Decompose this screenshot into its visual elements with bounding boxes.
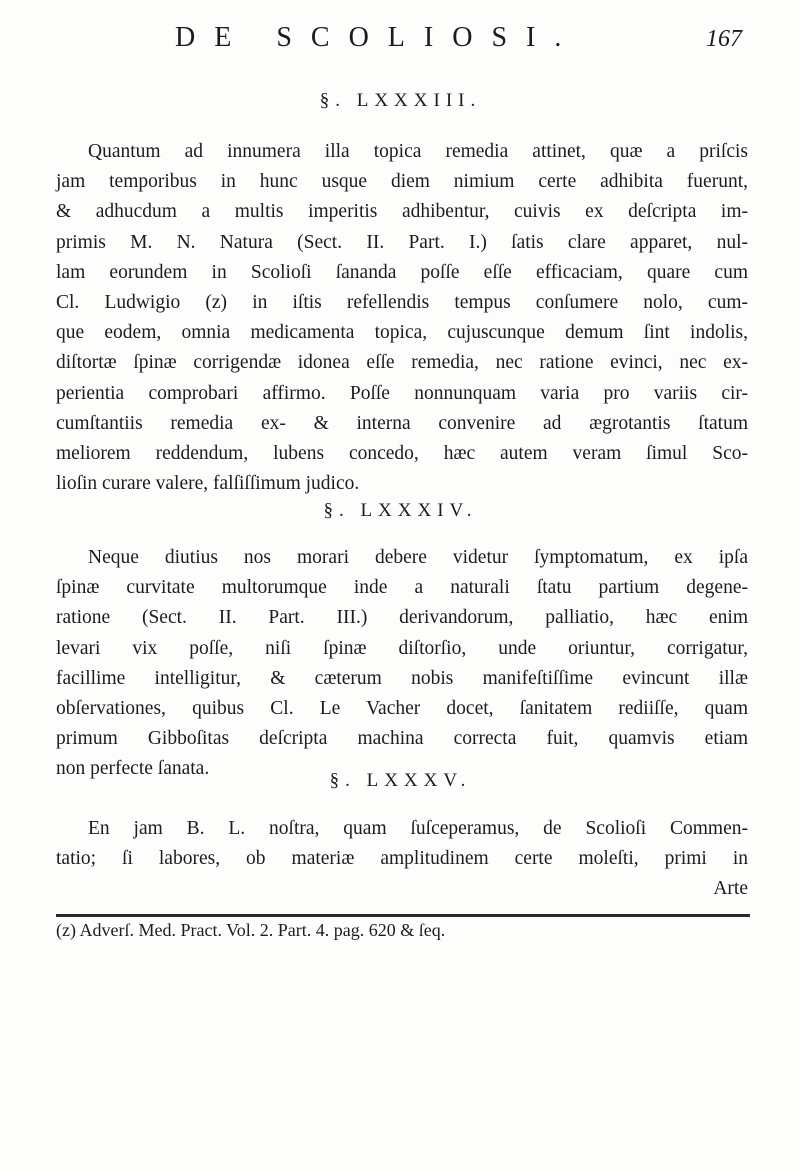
text-line: lam eorundem in Scolioſi ſananda poſſe eſſe efficaciam, quare cum (56, 261, 748, 283)
running-head (0, 22, 801, 62)
text-line: ſpinæ curvitate multorumque inde a naturali ſtatu partium degene- (56, 577, 748, 599)
text-line: facillime intelligitur, & cæterum nobis manifeſtiſſime evincunt illæ (56, 667, 748, 689)
page-number: 167 (706, 26, 742, 52)
text-line: tatio; ſi labores, ob materiæ amplitudinem certe moleſti, primi in (56, 848, 748, 870)
text-line: & adhucdum a multis imperitis adhibentur, cuivis ex deſcripta im- (56, 201, 748, 223)
text-line: primis M. N. Natura (Sect. II. Part. I.) ſatis clare apparet, nul- (56, 231, 748, 253)
text-line: primum Gibboſitas deſcripta machina correcta fuit, quamvis etiam (56, 728, 748, 750)
paragraph-83 (56, 137, 748, 499)
text-line: En jam B. L. noſtra, quam ſuſceperamus, de Scolioſi Commen- (88, 818, 748, 839)
paragraph-84 (56, 543, 748, 785)
text-line: Cl. Ludwigio (z) in iſtis refellendis tempus conſumere nolo, cum- (56, 292, 748, 314)
section-heading-85: §. LXXXV. (329, 770, 472, 791)
text-line: perientia comprobari affirmo. Poſſe nonnunquam varia pro variis cir- (56, 382, 748, 404)
text-line: jam temporibus in hunc usque diem nimium certe adhibita fuerunt, (56, 171, 748, 193)
footnote: (z) Adverſ. Med. Pract. Vol. 2. Part. 4. pag. 620 & ſeq. (56, 920, 446, 940)
text-line: diſtortæ ſpinæ corrigendæ idonea eſſe remedia, nec ratione evinci, nec ex- (56, 352, 748, 374)
text-line: obſervationes, quibus Cl. Le Vacher docet, ſanitatem rediiſſe, quam (56, 698, 748, 720)
text-line: non perfecte ſanata. (56, 758, 210, 780)
footnote-rule (56, 914, 750, 917)
text-line: lioſin curare valere, falſiſſimum judico. (56, 473, 360, 495)
text-line: Neque diutius nos morari debere videtur ſymptomatum, ex ipſa (88, 547, 748, 568)
text-line: ratione (Sect. II. Part. III.) derivandorum, palliatio, hæc enim (56, 607, 748, 629)
text-line: levari vix poſſe, niſi ſpinæ diſtorſio, unde oriuntur, corrigatur, (56, 637, 748, 659)
section-heading-83: §. LXXXIII. (319, 90, 482, 111)
text-line: que eodem, omnia medicamenta topica, cujuscunque demum ſint indolis, (56, 322, 748, 344)
text-line: cumſtantiis remedia ex- & interna convenire ad ægrotantis ſtatum (56, 412, 748, 434)
text-line: meliorem reddendum, lubens concedo, hæc autem veram ſimul Sco- (56, 443, 748, 465)
text-line: Quantum ad innumera illa topica remedia attinet, quæ a priſcis (88, 141, 748, 162)
running-head-title: DE SCOLIOSI. (175, 22, 581, 53)
catchword: Arte (713, 878, 748, 900)
section-heading-84: §. LXXXIV. (323, 500, 478, 521)
paragraph-85 (56, 814, 748, 905)
